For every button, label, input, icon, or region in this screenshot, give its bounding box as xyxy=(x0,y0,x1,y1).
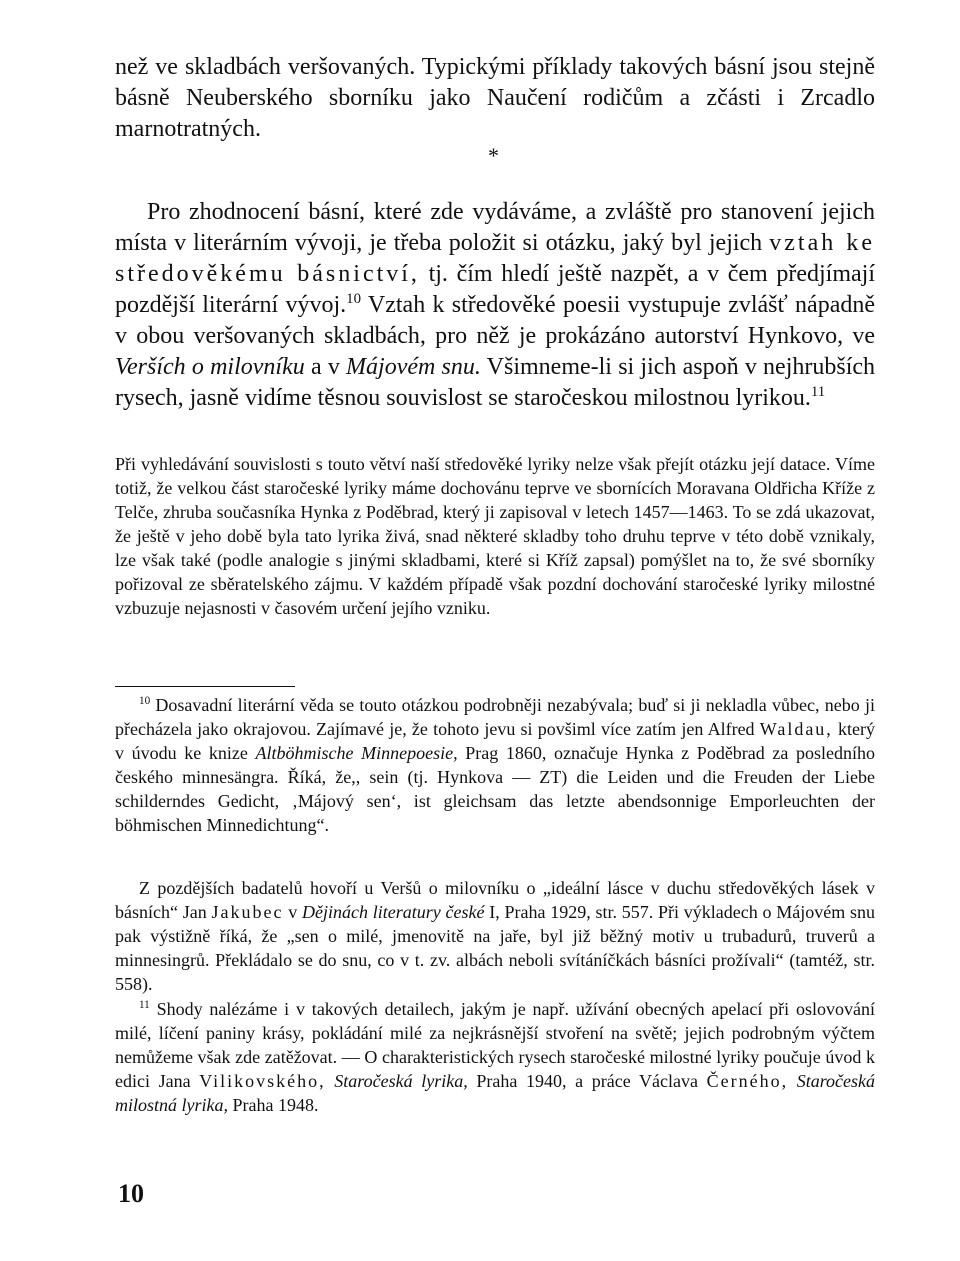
footnote-10: $^{10}$ Dosavadní literární věda se touto otázkou podrobněji nezabývala; buď si ji nekladla vůbec, nebo ji přecházela jako okrajovou. Zajímavé je, že tohoto jevu si povšiml více zatím jen Alfred Waldau, který v úvodu ke knize Altböhmische Minnepoesie, Prag 1860, označuje Hynka z Poděbrad za posledního českého minnesängra. Říká, že,, sein (tj. Hynkova — ZT) die Leiden und die Freuden der Liebe schilderndes Gedicht, ‚Májový sen‘, ist gleichsam das letzte abendsonnige Emporleuchten der böhmischen Minnedichtung“. xyxy=(115,695,876,835)
title-may-dream: Májovém snu. xyxy=(346,354,481,380)
paragraph-intro: než ve skladbách veršovaných. Typickými příklady takových básní jsou stejně básně Neuberského sborníku jako Naučení rodičům a zčásti i Zrcadlo marnotratných. xyxy=(115,54,875,142)
footnote-number: 10 xyxy=(139,695,151,707)
author-name: Vilikovského, xyxy=(199,1071,326,1091)
author-name: Jakubec xyxy=(211,902,284,922)
book-title: Altböhmische Minnepoesie, xyxy=(255,743,458,763)
paragraph-main: Pro zhodnocení básní, které zde vydáváme, a zvláště pro stanovení jejich místa v literárním vývoji, je třeba položit si otázku, jaký byl jejich vztah ke středověkému básnictví, tj. čím hledí ještě nazpět, a v čem předjímají pozdější literární vývoj.$^{10}$ Vztah k středověké poesii vystupuje zvlášť nápadně v obou veršovaných skladbách, pro něž je prokázáno autorství Hynkovo, ve Verších o milovníku a v Májovém snu. Všimneme-li si jich aspoň v nejhrubších rysech, jasně vidíme těsnou souvislost se staročeskou milostnou lyrikou.$^{11}$ xyxy=(115,199,876,411)
footnote-10-continued: Z pozdějších badatelů hovoří u Veršů o milovníku o „ideální lásce v duchu středověkých lásek v básních“ Jan Jakubec v Dějinách literatury české I, Praha 1929, str. 557. Při výkladech o Májovém snu pak výstižně říká, že „sen o milé, jmenovitě na jaře, byl již běžný motiv u trubadurů, truverů a minnesingrů. Překládalo se do snu, co v t. zv. albách neboli svítáníčkách básníci prožívali“ (tamtéž, str. 558). xyxy=(115,878,876,994)
spaced-emphasis: vztah ke středověkému básnictví, xyxy=(115,230,875,287)
footnote-11: $^{11}$ Shody nalézáme i v takových detailech, jakým je např. užívání obecných apelací při oslovování milé, líčení paniny krásy, pokládání milé za nejkrásnější stvoření na světě; jejich podrobným výčtem nemůžeme však zde zatěžovat. — O charakteristických rysech staročeské milostné lyriky poučuje úvod k edici Jana Vilikovského, Staročeská lyrika, Praha 1940, a práce Václava Černého, Staročeská milostná lyrika, Praha 1948. xyxy=(115,999,876,1115)
footnote-ref-11: 11 xyxy=(810,384,826,400)
author-name: Černého, xyxy=(706,1071,789,1091)
author-name: Waldau, xyxy=(759,719,833,739)
paragraph-dating: Při vyhledávání souvislosti s touto větví naší středověké lyriky nelze však přejít otázku její datace. Víme totiž, že velkou část staročeské lyriky máme dochovánu teprve ve sbornících Moravana Oldřicha Kříže z Telče, zhruba současníka Hynka z Poděbrad, který ji zapisoval v letech 1457—1463. To se zdá ukazovat, že ještě v jeho době byla tato lyrika živá, snad některé skladby toho druhu teprve v této době vznikaly, lze však také (podle analogie s jinými skladbami, které si Kříž zapsal) pomýšlet na to, že své sborníky pořizoval ze sběratelského zájmu. V každém případě však pozdní dochování staročeské lyriky milostné vzbuzuje nejasnosti v časovém určení jejího vzniku. xyxy=(115,454,875,618)
footnote-number: 11 xyxy=(139,999,150,1011)
footnote-rule xyxy=(115,686,295,687)
footnote-ref-10: 10 xyxy=(346,291,362,307)
book-title: Staročeská lyrika, xyxy=(334,1071,468,1091)
page-number: 10 xyxy=(118,1179,144,1208)
section-separator: * xyxy=(488,143,499,168)
book-title: Staročeská milostná lyrika, xyxy=(115,1071,876,1115)
title-verse-lover: Verších o milovníku xyxy=(115,354,305,380)
book-title: Dějinách literatury české xyxy=(302,902,485,922)
